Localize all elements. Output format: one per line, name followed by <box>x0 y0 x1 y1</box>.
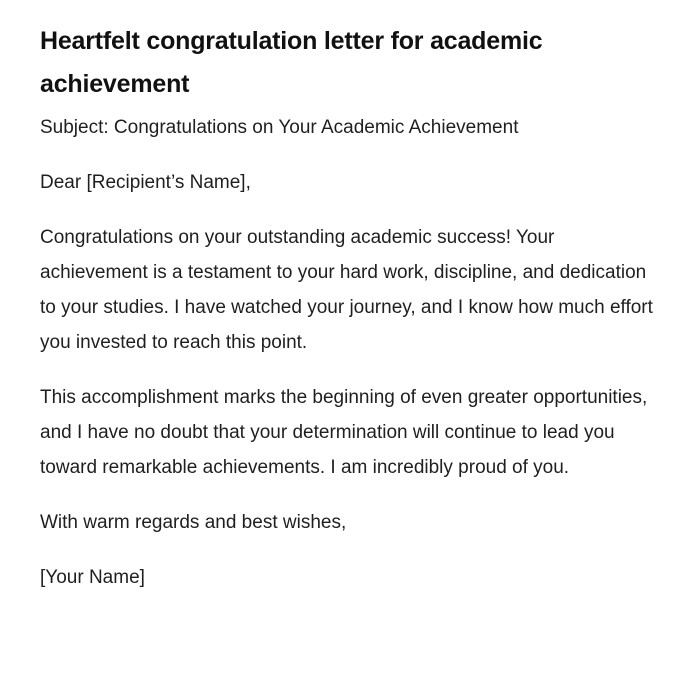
letter-subject: Subject: Congratulations on Your Academic Achievement <box>40 117 519 138</box>
letter-document <box>40 20 660 595</box>
letter-body-paragraph-1: Congratulations on your outstanding academic success! Your achievement is a testament to your hard work, discipline, and dedication to your studies. I have watched your journey, and I know how much effort you invested to reach this point. <box>40 227 653 353</box>
letter-title: Heartfelt congratulation letter for academic achievement <box>40 27 543 98</box>
letter-body-paragraph-2: This accomplishment marks the beginning of even greater opportunities, and I have no doubt that your determination will continue to lead you toward remarkable achievements. I am incredibly proud of you. <box>40 387 648 478</box>
letter-salutation: Dear [Recipient’s Name], <box>40 172 251 193</box>
letter-closing: With warm regards and best wishes, <box>40 512 347 533</box>
letter-signature: [Your Name] <box>40 567 145 588</box>
